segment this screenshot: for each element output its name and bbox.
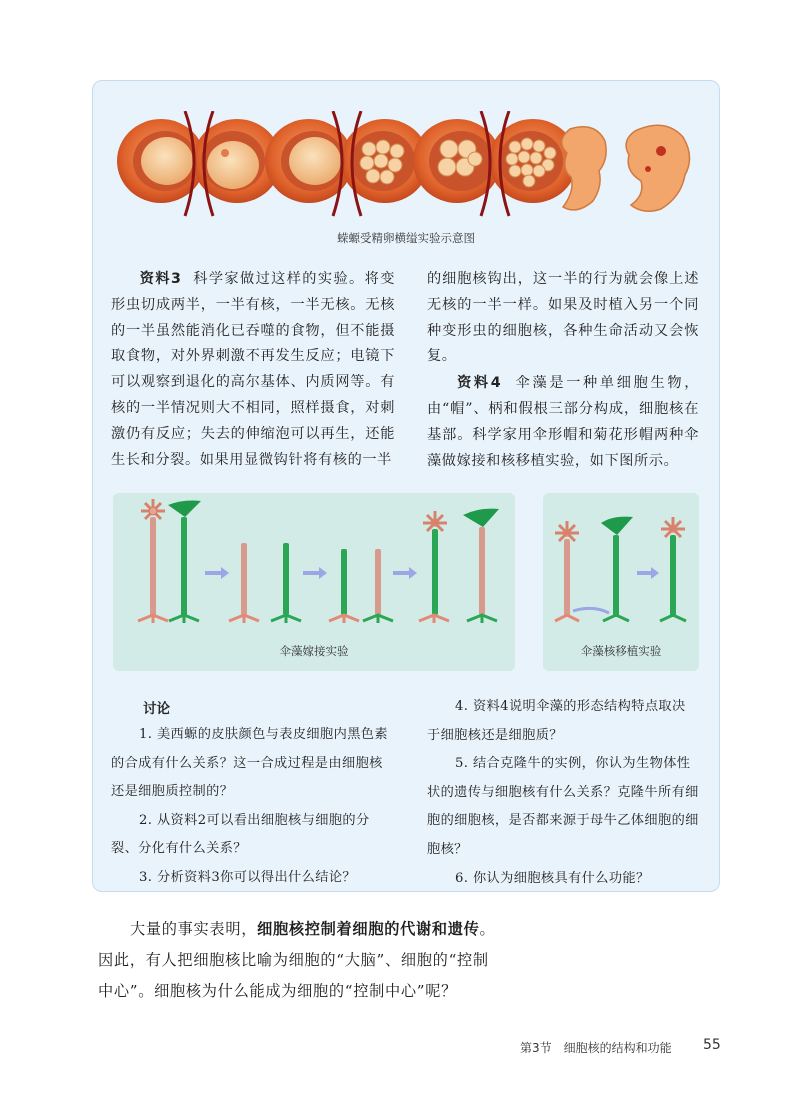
embryo-1 bbox=[562, 127, 606, 210]
footer-section-title: 第3节 细胞核的结构和功能 bbox=[520, 1041, 672, 1055]
figure2-caption: 伞藻嫁接实验 bbox=[279, 644, 349, 658]
discussion-right-column bbox=[427, 693, 699, 893]
body-text-bold: 细胞核控制着细胞的代谢和遗传 bbox=[257, 920, 480, 938]
salamander-egg-figure bbox=[115, 111, 699, 249]
grafting-figure-panel bbox=[113, 493, 515, 671]
question-4: 4. 资料4说明伞藻的形态结构特点取决于细胞核还是细胞质？ bbox=[427, 699, 686, 743]
egg-stage-2 bbox=[265, 111, 429, 216]
material3-right-text: 的细胞核钩出，这一半的行为就会像上述无核的一半一样。如果及时植入另一个同种变形虫的细胞核，各种生命活动又会恢复。 bbox=[427, 271, 699, 365]
transplant-figure bbox=[543, 493, 699, 643]
egg-stage-3 bbox=[413, 111, 577, 216]
material4-tag: 资料4 bbox=[455, 375, 502, 392]
body-text-part2: 。因此，有人把细胞核比喻为细胞的“大脑”、细胞的“控制中心”。细胞核为什么能成为细胞的“控制中心”呢？ bbox=[98, 920, 496, 1000]
discussion-title: 讨论 bbox=[143, 701, 170, 717]
figure1-caption: 蝾螈受精卵横缢实验示意图 bbox=[337, 231, 475, 245]
question-6: 6. 你认为细胞核具有什么功能？ bbox=[455, 870, 650, 886]
figure3-caption: 伞藻核移植实验 bbox=[580, 644, 662, 658]
material3-tag: 资料3 bbox=[139, 271, 182, 287]
page-number: 55 bbox=[703, 1037, 721, 1053]
right-column bbox=[427, 267, 699, 474]
egg-stage-1 bbox=[117, 111, 281, 216]
question-3: 3. 分析资料3你可以得出什么结论？ bbox=[139, 869, 356, 885]
material3-left-text: 科学家做过这样的实验。将变形虫切成两半，一半有核，一半无核。无核的一半虽然能消化已吞噬的食物，但不能摄取食物，对外界刺激不再发生反应；电镜下可以观察到退化的高尔基体、内质网等。有核的一半情况则大不相同，照样摄食，对刺激仍有反应；失去的伸缩泡可以再生，还能生长和分裂。如果用显微钩针将有核的一半 bbox=[111, 271, 395, 468]
body-paragraph bbox=[98, 914, 498, 1007]
material3-left-column bbox=[111, 267, 395, 473]
discussion-left-column bbox=[111, 721, 395, 893]
grafting-figure bbox=[113, 493, 515, 643]
question-5: 5. 结合克隆牛的实例，你认为生物体性状的遗传与细胞核有什么关系？克隆牛所有细胞的细胞核，是否都来源于母牛乙体细胞的细胞核？ bbox=[427, 756, 699, 857]
question-2: 2. 从资料2可以看出细胞核与细胞的分裂、分化有什么关系？ bbox=[111, 812, 370, 857]
content-box bbox=[92, 80, 720, 892]
transplant-figure-panel bbox=[543, 493, 699, 671]
body-text-part1: 大量的事实表明， bbox=[130, 920, 258, 938]
question-1: 1. 美西螈的皮肤颜色与表皮细胞内黑色素的合成有什么关系？这一合成过程是由细胞核还是细胞质控制的？ bbox=[111, 727, 388, 800]
flower-cap-icon bbox=[141, 499, 165, 519]
material4-text: 伞藻是一种单细胞生物，由“帽”、柄和假根三部分构成，细胞核在基部。科学家用伞形帽和菊花形帽两种伞藻做嫁接和核移植实验，如下图所示。 bbox=[427, 375, 699, 469]
embryo-2 bbox=[626, 125, 689, 211]
